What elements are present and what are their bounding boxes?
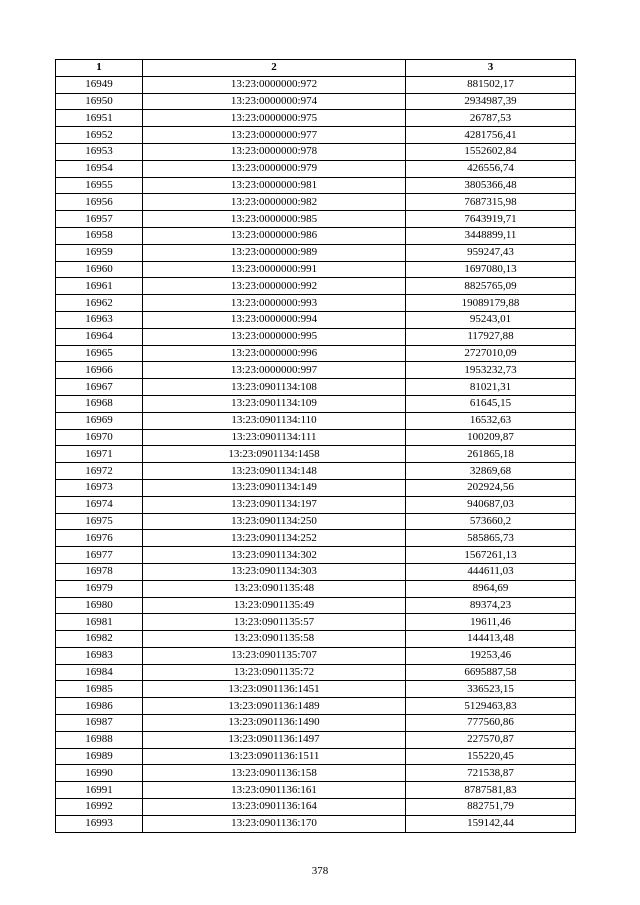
table-row [56, 580, 576, 597]
value-cell: 7687315,98 [406, 194, 576, 211]
table-row [56, 563, 576, 580]
table-row [56, 177, 576, 194]
row-number-cell: 16967 [56, 379, 143, 396]
value-cell: 19611,46 [406, 614, 576, 631]
cadastral-number-cell: 13:23:0901136:1489 [143, 698, 406, 715]
value-cell: 3448899,11 [406, 227, 576, 244]
cadastral-number-cell: 13:23:0901134:252 [143, 530, 406, 547]
table-row [56, 261, 576, 278]
row-number-cell: 16978 [56, 563, 143, 580]
cadastral-number-cell: 13:23:0901134:149 [143, 479, 406, 496]
cadastral-number-cell: 13:23:0901135:57 [143, 614, 406, 631]
row-number-cell: 16955 [56, 177, 143, 194]
value-cell: 8964,69 [406, 580, 576, 597]
row-number-cell: 16953 [56, 143, 143, 160]
row-number-cell: 16971 [56, 446, 143, 463]
value-cell: 573660,2 [406, 513, 576, 530]
cadastral-number-cell: 13:23:0901136:164 [143, 799, 406, 816]
value-cell: 8787581,83 [406, 782, 576, 799]
cadastral-number-cell: 13:23:0000000:992 [143, 278, 406, 295]
table-row [56, 143, 576, 160]
cadastral-number-cell: 13:23:0000000:981 [143, 177, 406, 194]
row-number-cell: 16977 [56, 547, 143, 564]
value-cell: 202924,56 [406, 479, 576, 496]
value-cell: 117927,88 [406, 328, 576, 345]
cadastral-number-cell: 13:23:0901136:1490 [143, 715, 406, 732]
value-cell: 336523,15 [406, 681, 576, 698]
cadastral-number-cell: 13:23:0901135:707 [143, 647, 406, 664]
table-row [56, 815, 576, 832]
column-header-3: 3 [406, 60, 576, 77]
cadastral-number-cell: 13:23:0901134:250 [143, 513, 406, 530]
value-cell: 5129463,83 [406, 698, 576, 715]
row-number-cell: 16954 [56, 160, 143, 177]
value-cell: 261865,18 [406, 446, 576, 463]
cadastral-number-cell: 13:23:0000000:985 [143, 211, 406, 228]
value-cell: 1953232,73 [406, 362, 576, 379]
cadastral-number-cell: 13:23:0901134:108 [143, 379, 406, 396]
cadastral-number-cell: 13:23:0000000:997 [143, 362, 406, 379]
cadastral-number-cell: 13:23:0000000:995 [143, 328, 406, 345]
cadastral-number-cell: 13:23:0901134:148 [143, 463, 406, 480]
row-number-cell: 16979 [56, 580, 143, 597]
column-header-2: 2 [143, 60, 406, 77]
value-cell: 8825765,09 [406, 278, 576, 295]
value-cell: 6695887,58 [406, 664, 576, 681]
value-cell: 19253,46 [406, 647, 576, 664]
header-row [56, 60, 576, 77]
cadastral-number-cell: 13:23:0901136:158 [143, 765, 406, 782]
table-row [56, 194, 576, 211]
cadastral-number-cell: 13:23:0901135:48 [143, 580, 406, 597]
row-number-cell: 16965 [56, 345, 143, 362]
cadastral-number-cell: 13:23:0901134:197 [143, 496, 406, 513]
row-number-cell: 16975 [56, 513, 143, 530]
value-cell: 32869,68 [406, 463, 576, 480]
cadastral-number-cell: 13:23:0901136:170 [143, 815, 406, 832]
table-row [56, 211, 576, 228]
value-cell: 95243,01 [406, 311, 576, 328]
cadastral-number-cell: 13:23:0000000:996 [143, 345, 406, 362]
cadastral-number-cell: 13:23:0901134:303 [143, 563, 406, 580]
value-cell: 882751,79 [406, 799, 576, 816]
cadastral-number-cell: 13:23:0901134:111 [143, 429, 406, 446]
row-number-cell: 16981 [56, 614, 143, 631]
cadastral-number-cell: 13:23:0000000:982 [143, 194, 406, 211]
table-row [56, 698, 576, 715]
row-number-cell: 16983 [56, 647, 143, 664]
row-number-cell: 16990 [56, 765, 143, 782]
value-cell: 1697080,13 [406, 261, 576, 278]
table-row [56, 731, 576, 748]
row-number-cell: 16973 [56, 479, 143, 496]
table-header [56, 60, 576, 77]
value-cell: 16532,63 [406, 412, 576, 429]
table-row [56, 295, 576, 312]
cadastral-number-cell: 13:23:0901135:49 [143, 597, 406, 614]
table-row [56, 664, 576, 681]
cadastral-number-cell: 13:23:0000000:991 [143, 261, 406, 278]
cadastral-number-cell: 13:23:0901134:302 [143, 547, 406, 564]
value-cell: 444611,03 [406, 563, 576, 580]
value-cell: 2934987,39 [406, 93, 576, 110]
row-number-cell: 16968 [56, 395, 143, 412]
table-row [56, 110, 576, 127]
table-row [56, 160, 576, 177]
cadastral-number-cell: 13:23:0000000:978 [143, 143, 406, 160]
value-cell: 940687,03 [406, 496, 576, 513]
value-cell: 426556,74 [406, 160, 576, 177]
row-number-cell: 16974 [56, 496, 143, 513]
table-row [56, 429, 576, 446]
row-number-cell: 16961 [56, 278, 143, 295]
value-cell: 1552602,84 [406, 143, 576, 160]
row-number-cell: 16950 [56, 93, 143, 110]
cadastral-number-cell: 13:23:0901136:1511 [143, 748, 406, 765]
cadastral-number-cell: 13:23:0000000:989 [143, 244, 406, 261]
cadastral-number-cell: 13:23:0000000:975 [143, 110, 406, 127]
cadastral-number-cell: 13:23:0000000:977 [143, 127, 406, 144]
value-cell: 26787,53 [406, 110, 576, 127]
value-cell: 721538,87 [406, 765, 576, 782]
row-number-cell: 16951 [56, 110, 143, 127]
row-number-cell: 16970 [56, 429, 143, 446]
row-number-cell: 16956 [56, 194, 143, 211]
cadastral-number-cell: 13:23:0901135:72 [143, 664, 406, 681]
value-cell: 89374,23 [406, 597, 576, 614]
value-cell: 959247,43 [406, 244, 576, 261]
table-body [56, 76, 576, 832]
row-number-cell: 16992 [56, 799, 143, 816]
value-cell: 144413,48 [406, 631, 576, 648]
value-cell: 3805366,48 [406, 177, 576, 194]
row-number-cell: 16976 [56, 530, 143, 547]
cadastral-number-cell: 13:23:0000000:979 [143, 160, 406, 177]
row-number-cell: 16959 [56, 244, 143, 261]
cadastral-number-cell: 13:23:0901135:58 [143, 631, 406, 648]
table-row [56, 765, 576, 782]
value-cell: 881502,17 [406, 76, 576, 93]
table-row [56, 362, 576, 379]
table-row [56, 345, 576, 362]
row-number-cell: 16962 [56, 295, 143, 312]
value-cell: 100209,87 [406, 429, 576, 446]
table-row [56, 547, 576, 564]
value-cell: 227570,87 [406, 731, 576, 748]
table-row [56, 748, 576, 765]
table-row [56, 76, 576, 93]
table-row [56, 614, 576, 631]
table-row [56, 463, 576, 480]
row-number-cell: 16987 [56, 715, 143, 732]
value-cell: 1567261,13 [406, 547, 576, 564]
cadastral-number-cell: 13:23:0000000:974 [143, 93, 406, 110]
table-row [56, 127, 576, 144]
value-cell: 159142,44 [406, 815, 576, 832]
cadastral-number-cell: 13:23:0901136:1497 [143, 731, 406, 748]
cadastral-number-cell: 13:23:0901136:1451 [143, 681, 406, 698]
row-number-cell: 16989 [56, 748, 143, 765]
table-row [56, 479, 576, 496]
table-row [56, 446, 576, 463]
table-row [56, 496, 576, 513]
value-cell: 81021,31 [406, 379, 576, 396]
row-number-cell: 16966 [56, 362, 143, 379]
column-header-1: 1 [56, 60, 143, 77]
table-row [56, 412, 576, 429]
row-number-cell: 16972 [56, 463, 143, 480]
table-row [56, 379, 576, 396]
table-row [56, 782, 576, 799]
cadastral-number-cell: 13:23:0000000:986 [143, 227, 406, 244]
page-number: 378 [311, 865, 329, 877]
value-cell: 155220,45 [406, 748, 576, 765]
value-cell: 7643919,71 [406, 211, 576, 228]
value-cell: 2727010,09 [406, 345, 576, 362]
table-row [56, 597, 576, 614]
table-row [56, 244, 576, 261]
cadastral-number-cell: 13:23:0901134:109 [143, 395, 406, 412]
value-cell: 19089179,88 [406, 295, 576, 312]
value-cell: 777560,86 [406, 715, 576, 732]
table-row [56, 530, 576, 547]
table-row [56, 93, 576, 110]
row-number-cell: 16963 [56, 311, 143, 328]
row-number-cell: 16957 [56, 211, 143, 228]
cadastral-number-cell: 13:23:0000000:993 [143, 295, 406, 312]
row-number-cell: 16960 [56, 261, 143, 278]
row-number-cell: 16982 [56, 631, 143, 648]
table-row [56, 278, 576, 295]
row-number-cell: 16964 [56, 328, 143, 345]
row-number-cell: 16958 [56, 227, 143, 244]
row-number-cell: 16969 [56, 412, 143, 429]
value-cell: 4281756,41 [406, 127, 576, 144]
table-row [56, 328, 576, 345]
value-cell: 61645,15 [406, 395, 576, 412]
table-row [56, 311, 576, 328]
table-row [56, 799, 576, 816]
table-row [56, 715, 576, 732]
cadastral-number-cell: 13:23:0901136:161 [143, 782, 406, 799]
table-row [56, 631, 576, 648]
row-number-cell: 16980 [56, 597, 143, 614]
row-number-cell: 16986 [56, 698, 143, 715]
cadastral-value-table [55, 59, 576, 833]
cadastral-number-cell: 13:23:0000000:994 [143, 311, 406, 328]
row-number-cell: 16993 [56, 815, 143, 832]
table-row [56, 647, 576, 664]
cadastral-number-cell: 13:23:0901134:1458 [143, 446, 406, 463]
table-row [56, 681, 576, 698]
value-cell: 585865,73 [406, 530, 576, 547]
row-number-cell: 16985 [56, 681, 143, 698]
table-row [56, 513, 576, 530]
row-number-cell: 16988 [56, 731, 143, 748]
row-number-cell: 16991 [56, 782, 143, 799]
table-row [56, 227, 576, 244]
row-number-cell: 16949 [56, 76, 143, 93]
table-row [56, 395, 576, 412]
row-number-cell: 16952 [56, 127, 143, 144]
cadastral-number-cell: 13:23:0901134:110 [143, 412, 406, 429]
row-number-cell: 16984 [56, 664, 143, 681]
cadastral-number-cell: 13:23:0000000:972 [143, 76, 406, 93]
